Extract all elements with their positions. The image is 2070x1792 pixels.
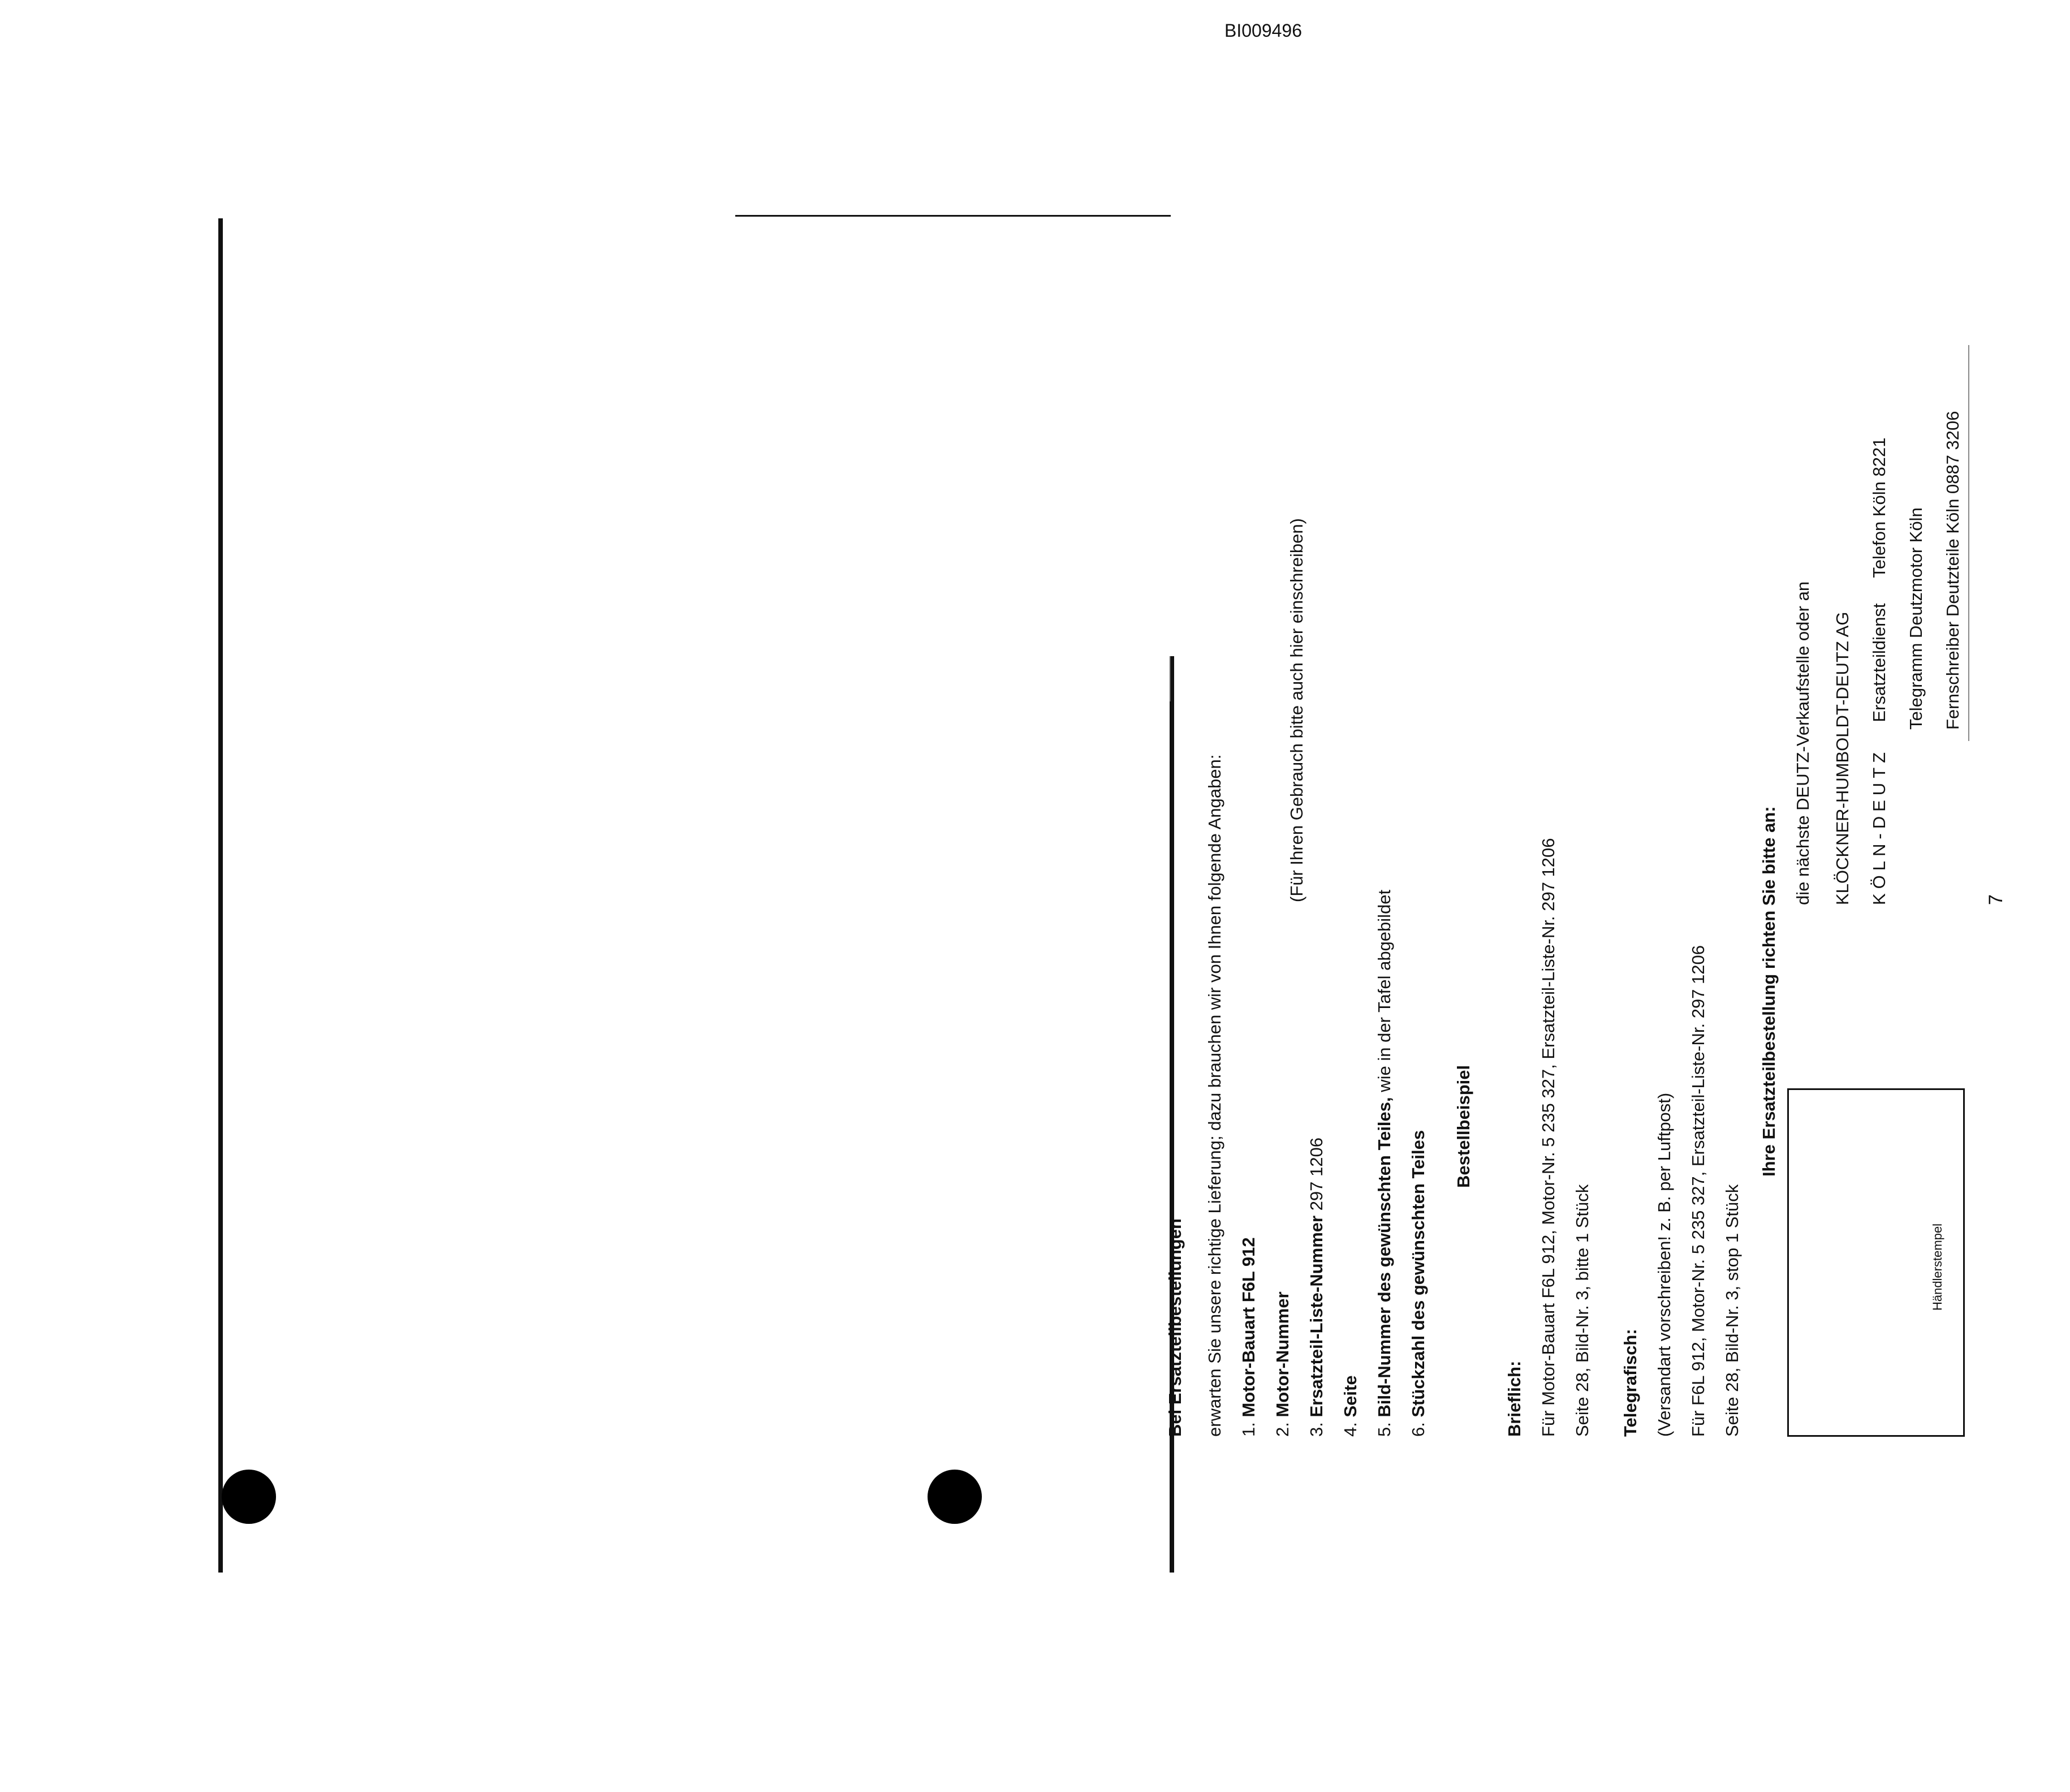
address-dept: Ersatzteildienst bbox=[1869, 603, 1889, 722]
item-number: 1. bbox=[1239, 1422, 1258, 1437]
brieflich-line-1: Für Motor-Bauart F6L 912, Motor-Nr. 5 235 327, Ersatzteil-Liste-Nr. 297 1206 bbox=[1538, 838, 1558, 1437]
top-frame-rule bbox=[735, 215, 1171, 217]
list-item bbox=[1408, 1130, 1429, 1437]
address-city: KÖLN-DEUTZ bbox=[1869, 747, 1889, 905]
list-item bbox=[1306, 1138, 1327, 1437]
telegrafisch-line-2: Für F6L 912, Motor-Nr. 5 235 327, Ersatzteil-Liste-Nr. 297 1206 bbox=[1688, 945, 1708, 1437]
address-line-5: Fernschreiber Deutzteile Köln 0887 3206 bbox=[1943, 411, 1963, 730]
address-line-1: die nächste DEUTZ-Verkaufstelle oder an bbox=[1793, 581, 1813, 905]
document-id: BI009496 bbox=[1224, 20, 1302, 41]
item-label: Bild-Nummer des gewünschten Teiles, bbox=[1374, 1097, 1394, 1418]
list-item bbox=[1273, 1291, 1293, 1437]
telegrafisch-line-3: Seite 28, Bild-Nr. 3, stop 1 Stück bbox=[1722, 1184, 1742, 1437]
list-item bbox=[1340, 1375, 1361, 1437]
item-label: Ersatzteil-Liste-Nummer bbox=[1306, 1215, 1326, 1418]
item-label: Motor-Nummer bbox=[1273, 1291, 1292, 1418]
telegrafisch-title: Telegrafisch: bbox=[1620, 1329, 1640, 1437]
address-phone: Telefon Köln 8221 bbox=[1869, 437, 1889, 578]
item-label: Motor-Bauart F6L 912 bbox=[1239, 1237, 1258, 1418]
item-rest: 297 1206 bbox=[1306, 1138, 1326, 1216]
left-binding-rule bbox=[218, 218, 223, 1573]
usage-note: (Für Ihren Gebrauch bitte auch hier einschreiben) bbox=[1287, 518, 1306, 902]
content-divider bbox=[1968, 345, 1969, 741]
list-item bbox=[1239, 1237, 1259, 1437]
address-line-2: KLÖCKNER-HUMBOLDT-DEUTZ AG bbox=[1832, 611, 1852, 905]
item-number: 5. bbox=[1374, 1422, 1394, 1437]
item-number: 2. bbox=[1273, 1422, 1292, 1437]
item-label: Stückzahl des gewünschten Teiles bbox=[1408, 1130, 1428, 1418]
item-number: 3. bbox=[1306, 1422, 1326, 1437]
page-number: 7 bbox=[1985, 894, 2007, 905]
example-title: Bestellbeispiel bbox=[1454, 1065, 1473, 1188]
dealer-stamp-box bbox=[1787, 1088, 1965, 1437]
intro-text: erwarten Sie unsere richtige Lieferung; dazu brauchen wir von Ihnen folgende Angaben: bbox=[1205, 754, 1224, 1437]
address-line-4: Telegramm Deutzmotor Köln bbox=[1906, 507, 1926, 730]
item-number: 4. bbox=[1340, 1422, 1360, 1437]
punch-hole-left bbox=[222, 1470, 276, 1524]
telegrafisch-line-1: (Versandart vorschreiben! z. B. per Luftpost) bbox=[1654, 1092, 1674, 1437]
punch-hole-right bbox=[928, 1470, 982, 1524]
rotated-content bbox=[1165, 136, 2070, 1437]
item-number: 6. bbox=[1408, 1422, 1428, 1437]
item-label: Seite bbox=[1340, 1375, 1360, 1418]
order-heading: Ihre Ersatzteilbestellung richten Sie bitte an: bbox=[1759, 806, 1779, 1177]
brieflich-title: Brieflich: bbox=[1504, 1360, 1524, 1437]
dealer-stamp-label: Händlerstempel bbox=[1930, 1223, 1944, 1311]
address-line-3 bbox=[1869, 438, 1890, 905]
list-item bbox=[1374, 890, 1395, 1437]
brieflich-line-2: Seite 28, Bild-Nr. 3, bitte 1 Stück bbox=[1572, 1184, 1592, 1437]
item-rest: wie in der Tafel abgebildet bbox=[1374, 889, 1394, 1097]
heading: Bei Ersatzteilbestellungen bbox=[1165, 1218, 1185, 1437]
